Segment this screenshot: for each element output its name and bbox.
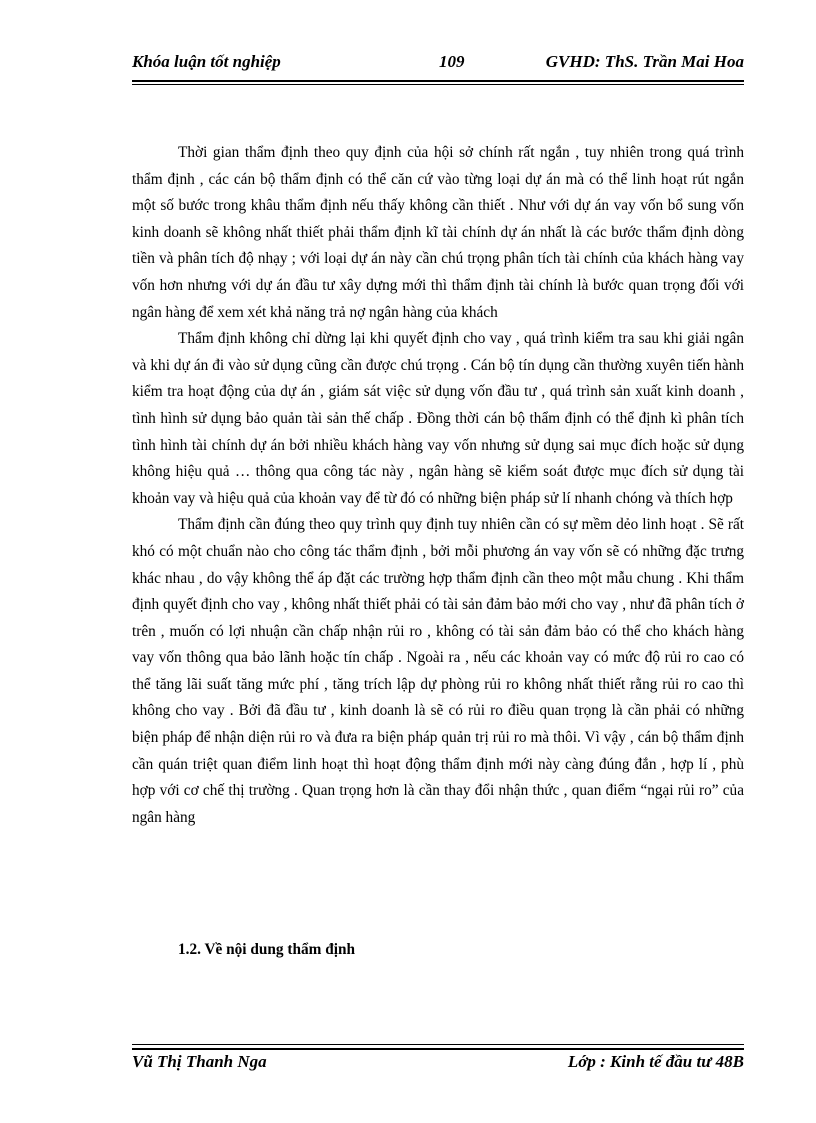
section-heading: 1.2. Về nội dung thẩm định: [178, 941, 355, 958]
header-rule-thick: [132, 80, 744, 82]
header-supervisor: GVHD: ThS. Trần Mai Hoa: [545, 52, 744, 71]
paragraph-appraisal-time: Thời gian thẩm định theo quy định của hội sở chính rất ngắn , tuy nhiên trong quá trình thẩm định , các cán bộ thẩm định có thể căn cứ vào từng loại dự án mà có thể linh hoạt rút ngắn một số bước trong khâu thẩm định nếu thấy không cần thiết . Như với dự án vay vốn bổ sung vốn kinh doanh sẽ không nhất thiết phải thẩm định kĩ tài chính dự án nhất là các bước thẩm định dòng tiền và phân tích độ nhạy ; với loại dự án này cần chú trọng phân tích tài chính của khách hàng vay vốn hơn nhưng với dự án đầu tư xây dựng mới thì thẩm định tài chính là bước quan trọng đối với ngân hàng để xem xét khả năng trả nợ ngân hàng của khách: [132, 144, 744, 321]
footer-author: Vũ Thị Thanh Nga: [132, 1052, 267, 1071]
header-rule-thin: [132, 84, 744, 85]
page-footer: [132, 1052, 744, 1078]
header-thesis-title: Khóa luận tốt nghiệp: [132, 52, 281, 71]
footer-rule-thick: [132, 1048, 744, 1050]
footer-rule-thin: [132, 1044, 744, 1045]
header-page-number: 109: [439, 52, 465, 71]
document-body: [132, 140, 744, 831]
paragraph-post-loan-monitoring: Thẩm định không chỉ dừng lại khi quyết định cho vay , quá trình kiểm tra sau khi giải ngân và khi dự án đi vào sử dụng cũng cần được chú trọng . Cán bộ tín dụng cần thường xuyên tiến hành kiểm tra hoạt động của dự án , giám sát việc sử dụng vốn đầu tư , quá trình sản xuất kinh doanh , tình hình sử dụng bảo quản tài sản thế chấp . Đồng thời cán bộ thẩm định có thể định kì phân tích tình hình tài chính dự án bởi nhiều khách hàng vay vốn nhưng sử dụng sai mục đích hoặc sử dụng không hiệu quả … thông qua công tác này , ngân hàng sẽ kiểm soát được mục đích sử dụng tài khoản vay và hiệu quả của khoản vay để từ đó có những biện pháp sử lí nhanh chóng và thích hợp: [132, 330, 744, 507]
page-header: [132, 52, 744, 78]
footer-class: Lớp : Kinh tế đầu tư 48B: [567, 1052, 744, 1071]
paragraph-flexible-appraisal: Thẩm định cần đúng theo quy trình quy định tuy nhiên cần có sự mềm dẻo linh hoạt . Sẽ rất khó có một chuẩn nào cho công tác thẩm định , bởi mỗi phương án vay vốn sẽ có những đặc trưng khác nhau , do vậy không thể áp đặt các trường hợp thẩm định cần theo một mẫu chung . Khi thẩm định quyết định cho vay , không nhất thiết phải có tài sản đảm bảo mới cho vay , như đã phân tích ở trên , muốn có lợi nhuận cần chấp nhận rủi ro , không có tài sản đảm bảo có thể cho khách hàng vay vốn thông qua bảo lãnh hoặc tín chấp . Ngoài ra , nếu các khoản vay có mức độ rủi ro cao có thể tăng lãi suất tăng mức phí , tăng trích lập dự phòng rủi ro không nhất thiết rằng rủi ro cao thì không cho vay . Bởi đã đầu tư , kinh doanh là sẽ có rủi ro điều quan trọng là cần phải có những biện pháp để nhận diện rủi ro và đưa ra biện pháp quản trị rủi ro mà thôi. Vì vậy , cán bộ thẩm định cần quán triệt quan điểm linh hoạt thì hoạt động thẩm định mới này càng đúng đắn , hợp lí , phù hợp với cơ chế thị trường . Quan trọng hơn là cần thay đổi nhận thức , quan điểm “ngại rủi ro” của ngân hàng: [132, 516, 744, 826]
